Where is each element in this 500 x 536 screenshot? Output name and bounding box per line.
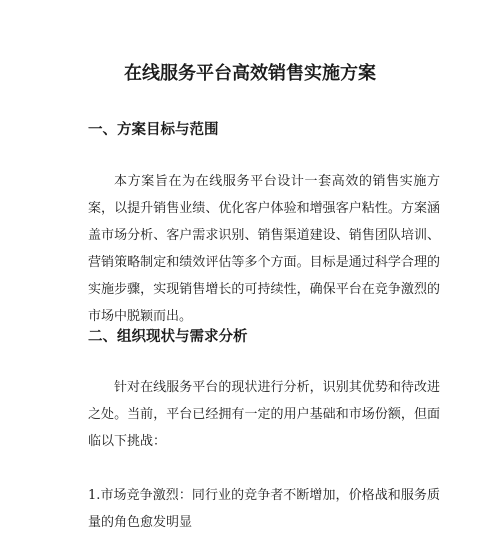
section-paragraph-analysis: 针对在线服务平台的现状进行分析，识别其优势和待改进之处。当前，平台已经拥有一定的用户基础和市场份额，但面临以下挑战： — [88, 380, 440, 449]
section-heading-analysis: 二、组织现状与需求分析 — [88, 329, 248, 345]
list-item-number: 1. — [88, 488, 101, 503]
section-paragraph-goals: 本方案旨在为在线服务平台设计一套高效的销售实施方案，以提升销售业绩、优化客户体验和增强客户粘性。方案涵盖市场分析、客户需求识别、销售渠道建设、销售团队培训、营销策略制定和绩效评估等多个方面。目标是通过科学合理的实施步骤，实现销售增长的可持续性，确保平台在竞争激烈的市场中脱颖而出。 — [88, 174, 440, 324]
section-heading-goals: 一、方案目标与范围 — [88, 122, 219, 138]
list-item-text: ：同行业的竞争者不断增加，价格战和服务质量的角色愈发明显 — [88, 488, 440, 530]
list-item-term: 市场竞争激烈 — [100, 488, 179, 503]
document-title: 在线服务平台高效销售实施方案 — [124, 63, 376, 84]
list-item-market-competition — [88, 482, 440, 536]
